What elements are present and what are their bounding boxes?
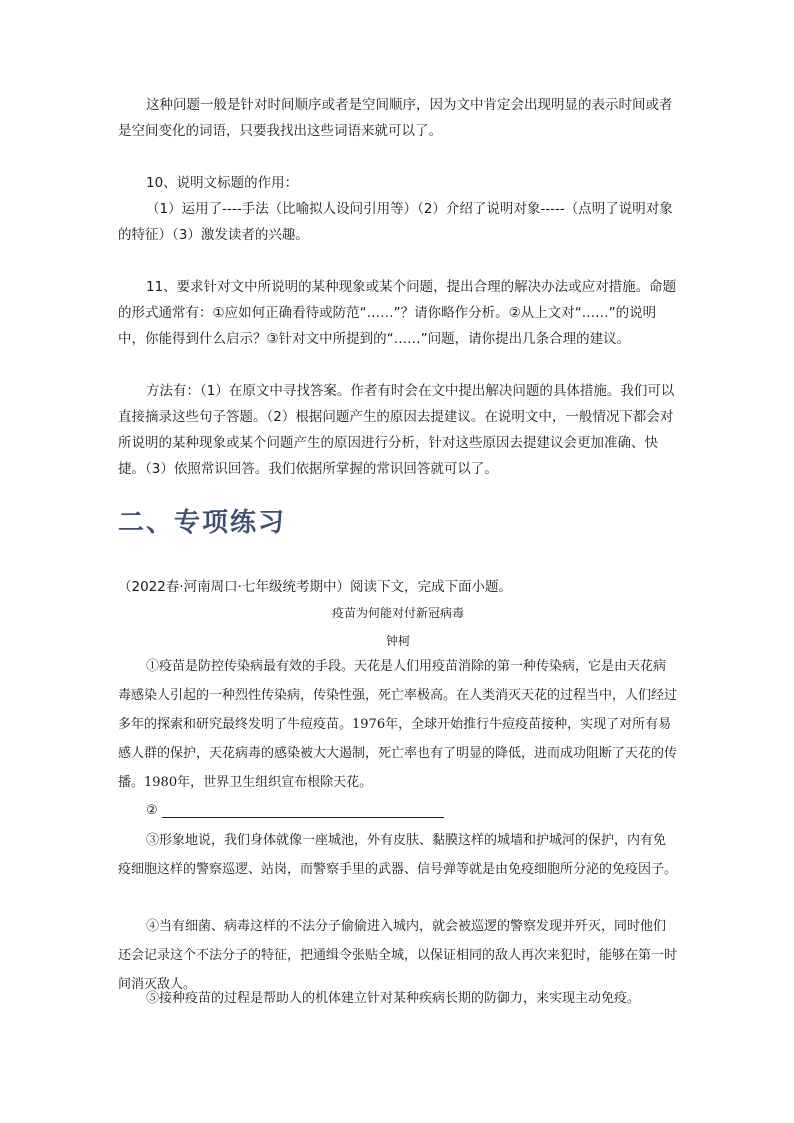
article-author: 钟柯: [385, 634, 410, 648]
answer-blank-line[interactable]: [162, 803, 444, 818]
article-paragraph-2: [118, 796, 678, 825]
source-line: （2022春·河南周口·七年级统考期中）阅读下文，完成下面小题。: [118, 579, 512, 595]
item11-body: 11、要求针对文中所说明的某种现象或某个问题，提出合理的解决办法或应对措施。命题的形式通常有：①应如何正确看待或防范“……”？请你略作分析。②从上文对“……”的说明中，你能得到什么启示？③针对文中所提到的“……”问题，请你提出几条合理的建议。: [118, 279, 677, 347]
section-heading: 二、专项练习: [118, 508, 287, 538]
article-paragraph-3: ③形象地说，我们身体就像一座城池，外有皮肤、黏膜这样的城墙和护城河的保护，内有免疫细胞这样的警察巡逻、站岗，而警察手里的武器、信号弹等就是由免疫细胞所分泌的免疫因子。: [118, 833, 678, 877]
intro-paragraph: 这种问题一般是针对时间顺序或者是空间顺序，因为文中肯定会出现明显的表示时间或者是空间变化的词语，只要我找出这些词语来就可以了。: [118, 97, 673, 139]
item10-title: 10、说明文标题的作用：: [146, 175, 299, 191]
methods-paragraph: 方法有：（1）在原文中寻找答案。作者有时会在文中提出解决问题的具体措施。我们可以直接摘录这些句子答题。（2）根据问题产生的原因去提建议。在说明文中，一般情况下都会对所说明的某种现象或某个问题产生的原因进行分析，针对这些原因去提建议会更加准确、快捷。（3）依照常识回答。我们依据所掌握的常识回答就可以了。: [118, 383, 675, 477]
article-paragraph-1: ①疫苗是防控传染病最有效的手段。天花是人们用疫苗消除的第一种传染病，它是由天花病毒感染人引起的一种烈性传染病，传染性强，死亡率极高。在人类消灭天花的过程当中，人们经过多年的探索和研究最终发明了牛痘疫苗。1976年，全球开始推行牛痘疫苗接种，实现了对所有易感人群的保护，天花病毒的感染被大大遏制，死亡率也有了明显的降低，进而成功阻断了天花的传播。1980年，世界卫生组织宣布根除天花。: [118, 659, 678, 790]
article-paragraph-5: ⑤接种疫苗的过程是帮助人的机体建立针对某种疾病长期的防御力，来实现主动免疫。: [146, 991, 641, 1006]
paragraph-2-label: ②: [146, 803, 158, 818]
article-paragraph-4: ④当有细菌、病毒这样的不法分子偷偷进入城内，就会被巡逻的警察发现并歼灭，同时他们还会记录这个不法分子的特征，把通缉令张贴全城，以保证相同的敌人再次来犯时，能够在第一时间消灭敌人。: [118, 919, 678, 992]
article-title: 疫苗为何能对付新冠病毒: [331, 606, 464, 620]
item10-body: （1）运用了----手法（比喻拟人设问引用等）（2）介绍了说明对象-----（点明了说明对象的特征）（3）激发读者的兴趣。: [118, 201, 673, 243]
